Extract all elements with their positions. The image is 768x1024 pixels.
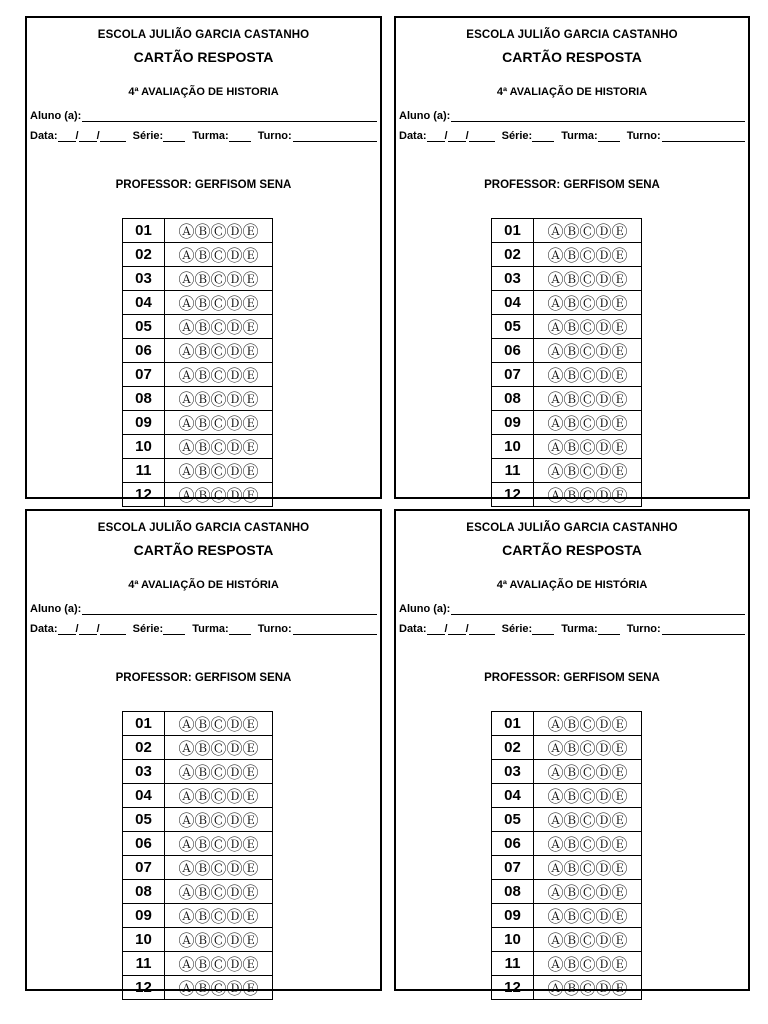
- month-field[interactable]: [79, 624, 97, 635]
- grade-label: Série:: [501, 623, 533, 635]
- student-line: [399, 110, 745, 122]
- answer-options[interactable]: ⒶⒷⒸⒹⒺ: [165, 784, 273, 808]
- grade-label: Série:: [132, 623, 164, 635]
- teacher-name: PROFESSOR: GERFISOM SENA: [115, 179, 292, 191]
- answer-row: [492, 808, 642, 832]
- question-number: 02: [123, 243, 165, 267]
- school-name: ESCOLA JULIÃO GARCIA CASTANHO: [97, 522, 310, 534]
- answer-grid: [491, 218, 642, 507]
- question-number: 09: [492, 904, 534, 928]
- answer-row: [123, 339, 273, 363]
- student-label: Aluno (a):: [30, 110, 82, 122]
- answer-row: [492, 952, 642, 976]
- date-label: Data:: [30, 130, 58, 142]
- answer-options[interactable]: ⒶⒷⒸⒹⒺ: [165, 736, 273, 760]
- date-label: Data:: [399, 623, 427, 635]
- question-number: 12: [492, 483, 534, 507]
- answer-options[interactable]: ⒶⒷⒸⒹⒺ: [534, 243, 642, 267]
- answer-card: [25, 509, 382, 998]
- question-number: 01: [492, 219, 534, 243]
- answer-row: [123, 483, 273, 507]
- answer-options[interactable]: ⒶⒷⒸⒹⒺ: [165, 459, 273, 483]
- answer-options[interactable]: ⒶⒷⒸⒹⒺ: [165, 387, 273, 411]
- question-number: 06: [123, 339, 165, 363]
- answer-options[interactable]: ⒶⒷⒸⒹⒺ: [165, 291, 273, 315]
- answer-options[interactable]: ⒶⒷⒸⒹⒺ: [534, 760, 642, 784]
- answer-row: [123, 784, 273, 808]
- answer-grid: [122, 218, 273, 507]
- answer-options[interactable]: ⒶⒷⒸⒹⒺ: [165, 976, 273, 1000]
- card-title: CARTÃO RESPOSTA: [133, 542, 274, 558]
- student-field[interactable]: [82, 604, 377, 615]
- answer-options[interactable]: ⒶⒷⒸⒹⒺ: [165, 904, 273, 928]
- student-field[interactable]: [82, 111, 377, 122]
- class-label: Turma:: [192, 130, 229, 142]
- answer-options[interactable]: ⒶⒷⒸⒹⒺ: [165, 808, 273, 832]
- exam-title: 4ª AVALIAÇÃO DE HISTÓRIA: [128, 579, 279, 591]
- month-field[interactable]: [448, 624, 466, 635]
- question-number: 05: [492, 808, 534, 832]
- answer-card: [25, 16, 382, 505]
- answer-options[interactable]: ⒶⒷⒸⒹⒺ: [165, 339, 273, 363]
- grade-label: Série:: [132, 130, 164, 142]
- answer-row: [492, 411, 642, 435]
- answer-options[interactable]: ⒶⒷⒸⒹⒺ: [534, 363, 642, 387]
- answer-row: [123, 832, 273, 856]
- class-field[interactable]: [229, 131, 251, 142]
- grade-field[interactable]: [163, 131, 185, 142]
- question-number: 04: [123, 291, 165, 315]
- date-separator: /: [465, 130, 469, 142]
- answer-row: [123, 387, 273, 411]
- month-field[interactable]: [448, 131, 466, 142]
- question-number: 03: [492, 760, 534, 784]
- answer-row: [492, 712, 642, 736]
- answer-options[interactable]: ⒶⒷⒸⒹⒺ: [165, 856, 273, 880]
- answer-row: [492, 904, 642, 928]
- answer-row: [123, 243, 273, 267]
- day-field[interactable]: [427, 624, 445, 635]
- answer-row: [492, 243, 642, 267]
- answer-row: [123, 760, 273, 784]
- answer-options[interactable]: ⒶⒷⒸⒹⒺ: [165, 712, 273, 736]
- answer-options[interactable]: ⒶⒷⒸⒹⒺ: [534, 435, 642, 459]
- shift-field[interactable]: [293, 624, 377, 635]
- answer-row: [123, 315, 273, 339]
- card-title: CARTÃO RESPOSTA: [502, 542, 642, 558]
- question-number: 11: [123, 952, 165, 976]
- answer-grid: [122, 711, 273, 1000]
- student-field[interactable]: [451, 111, 745, 122]
- answer-row: [492, 315, 642, 339]
- answer-row: [492, 760, 642, 784]
- shift-label: Turno:: [257, 623, 292, 635]
- answer-row: [492, 435, 642, 459]
- question-number: 01: [123, 712, 165, 736]
- answer-row: [123, 291, 273, 315]
- answer-options[interactable]: ⒶⒷⒸⒹⒺ: [534, 267, 642, 291]
- question-number: 11: [492, 952, 534, 976]
- question-number: 08: [492, 387, 534, 411]
- answer-row: [492, 291, 642, 315]
- answer-row: [123, 219, 273, 243]
- student-label: Aluno (a):: [30, 603, 82, 615]
- school-name: ESCOLA JULIÃO GARCIA CASTANHO: [466, 522, 678, 534]
- card-title: CARTÃO RESPOSTA: [502, 49, 642, 65]
- question-number: 07: [492, 856, 534, 880]
- question-number: 10: [123, 928, 165, 952]
- answer-options[interactable]: ⒶⒷⒸⒹⒺ: [534, 952, 642, 976]
- grade-field[interactable]: [532, 131, 554, 142]
- question-number: 09: [123, 411, 165, 435]
- answer-options[interactable]: ⒶⒷⒸⒹⒺ: [534, 291, 642, 315]
- answer-row: [123, 904, 273, 928]
- answer-row: [492, 267, 642, 291]
- student-label: Aluno (a):: [399, 603, 451, 615]
- answer-options[interactable]: ⒶⒷⒸⒹⒺ: [165, 219, 273, 243]
- shift-label: Turno:: [257, 130, 292, 142]
- answer-row: [492, 784, 642, 808]
- answer-row: [492, 736, 642, 760]
- question-number: 05: [492, 315, 534, 339]
- answer-options[interactable]: ⒶⒷⒸⒹⒺ: [534, 411, 642, 435]
- date-separator: /: [96, 130, 100, 142]
- class-label: Turma:: [561, 623, 598, 635]
- question-number: 09: [492, 411, 534, 435]
- question-number: 01: [123, 219, 165, 243]
- class-field[interactable]: [598, 131, 620, 142]
- exam-title: 4ª AVALIAÇÃO DE HISTORIA: [128, 86, 279, 98]
- answer-card: [394, 509, 750, 998]
- answer-row: [492, 928, 642, 952]
- question-number: 05: [123, 315, 165, 339]
- answer-options[interactable]: ⒶⒷⒸⒹⒺ: [534, 712, 642, 736]
- answer-row: [123, 736, 273, 760]
- answer-options[interactable]: ⒶⒷⒸⒹⒺ: [534, 483, 642, 507]
- answer-row: [123, 411, 273, 435]
- answer-row: [123, 267, 273, 291]
- answer-row: [492, 832, 642, 856]
- answer-options[interactable]: ⒶⒷⒸⒹⒺ: [165, 483, 273, 507]
- answer-options[interactable]: ⒶⒷⒸⒹⒺ: [534, 784, 642, 808]
- answer-options[interactable]: ⒶⒷⒸⒹⒺ: [165, 267, 273, 291]
- answer-row: [123, 976, 273, 1000]
- student-line: [30, 110, 377, 122]
- answer-options[interactable]: ⒶⒷⒸⒹⒺ: [534, 736, 642, 760]
- question-number: 11: [123, 459, 165, 483]
- question-number: 12: [123, 976, 165, 1000]
- class-label: Turma:: [192, 623, 229, 635]
- day-field[interactable]: [58, 624, 76, 635]
- question-number: 03: [123, 760, 165, 784]
- date-line: [399, 130, 745, 142]
- answer-options[interactable]: ⒶⒷⒸⒹⒺ: [165, 315, 273, 339]
- answer-options[interactable]: ⒶⒷⒸⒹⒺ: [534, 880, 642, 904]
- shift-field[interactable]: [662, 624, 745, 635]
- date-separator: /: [465, 623, 469, 635]
- answer-options[interactable]: ⒶⒷⒸⒹⒺ: [534, 387, 642, 411]
- answer-row: [492, 976, 642, 1000]
- answer-row: [123, 952, 273, 976]
- question-number: 09: [123, 904, 165, 928]
- answer-row: [123, 808, 273, 832]
- year-field[interactable]: [100, 624, 126, 635]
- answer-row: [492, 219, 642, 243]
- date-label: Data:: [399, 130, 427, 142]
- answer-row: [123, 435, 273, 459]
- question-number: 12: [492, 976, 534, 1000]
- card-title: CARTÃO RESPOSTA: [133, 49, 274, 65]
- shift-label: Turno:: [626, 130, 661, 142]
- answer-options[interactable]: ⒶⒷⒸⒹⒺ: [534, 832, 642, 856]
- answer-options[interactable]: ⒶⒷⒸⒹⒺ: [165, 435, 273, 459]
- year-field[interactable]: [100, 131, 126, 142]
- class-field[interactable]: [229, 624, 251, 635]
- question-number: 08: [123, 387, 165, 411]
- question-number: 04: [492, 784, 534, 808]
- answer-row: [492, 880, 642, 904]
- student-line: [30, 603, 377, 615]
- question-number: 02: [123, 736, 165, 760]
- question-number: 11: [492, 459, 534, 483]
- student-field[interactable]: [451, 604, 745, 615]
- answer-options[interactable]: ⒶⒷⒸⒹⒺ: [165, 363, 273, 387]
- date-separator: /: [96, 623, 100, 635]
- day-field[interactable]: [427, 131, 445, 142]
- student-label: Aluno (a):: [399, 110, 451, 122]
- year-field[interactable]: [469, 624, 495, 635]
- question-number: 04: [492, 291, 534, 315]
- grade-label: Série:: [501, 130, 533, 142]
- shift-field[interactable]: [662, 131, 745, 142]
- question-number: 07: [123, 363, 165, 387]
- answer-options[interactable]: ⒶⒷⒸⒹⒺ: [534, 928, 642, 952]
- question-number: 02: [492, 736, 534, 760]
- teacher-name: PROFESSOR: GERFISOM SENA: [484, 672, 660, 684]
- answer-options[interactable]: ⒶⒷⒸⒹⒺ: [165, 243, 273, 267]
- question-number: 07: [492, 363, 534, 387]
- question-number: 10: [492, 928, 534, 952]
- day-field[interactable]: [58, 131, 76, 142]
- answer-row: [123, 856, 273, 880]
- answer-options[interactable]: ⒶⒷⒸⒹⒺ: [534, 339, 642, 363]
- answer-options[interactable]: ⒶⒷⒸⒹⒺ: [165, 952, 273, 976]
- answer-options[interactable]: ⒶⒷⒸⒹⒺ: [165, 928, 273, 952]
- question-number: 10: [492, 435, 534, 459]
- month-field[interactable]: [79, 131, 97, 142]
- answer-card: [394, 16, 750, 505]
- answer-row: [123, 363, 273, 387]
- question-number: 08: [123, 880, 165, 904]
- date-line: [399, 623, 745, 635]
- answer-row: [123, 880, 273, 904]
- year-field[interactable]: [469, 131, 495, 142]
- answer-row: [492, 483, 642, 507]
- answer-options[interactable]: ⒶⒷⒸⒹⒺ: [534, 315, 642, 339]
- question-number: 02: [492, 243, 534, 267]
- answer-options[interactable]: ⒶⒷⒸⒹⒺ: [534, 856, 642, 880]
- answer-row: [492, 363, 642, 387]
- answer-options[interactable]: ⒶⒷⒸⒹⒺ: [165, 832, 273, 856]
- question-number: 10: [123, 435, 165, 459]
- answer-options[interactable]: ⒶⒷⒸⒹⒺ: [165, 411, 273, 435]
- answer-options[interactable]: ⒶⒷⒸⒹⒺ: [534, 904, 642, 928]
- shift-field[interactable]: [293, 131, 377, 142]
- answer-options[interactable]: ⒶⒷⒸⒹⒺ: [534, 808, 642, 832]
- grade-field[interactable]: [163, 624, 185, 635]
- school-name: ESCOLA JULIÃO GARCIA CASTANHO: [97, 29, 310, 41]
- shift-label: Turno:: [626, 623, 661, 635]
- question-number: 03: [492, 267, 534, 291]
- answer-options[interactable]: ⒶⒷⒸⒹⒺ: [534, 976, 642, 1000]
- date-separator: /: [444, 130, 448, 142]
- question-number: 03: [123, 267, 165, 291]
- date-separator: /: [75, 130, 79, 142]
- answer-row: [492, 387, 642, 411]
- answer-row: [123, 928, 273, 952]
- class-label: Turma:: [561, 130, 598, 142]
- question-number: 06: [492, 832, 534, 856]
- class-field[interactable]: [598, 624, 620, 635]
- answer-options[interactable]: ⒶⒷⒸⒹⒺ: [165, 760, 273, 784]
- question-number: 08: [492, 880, 534, 904]
- question-number: 04: [123, 784, 165, 808]
- answer-options[interactable]: ⒶⒷⒸⒹⒺ: [165, 880, 273, 904]
- date-separator: /: [75, 623, 79, 635]
- question-number: 05: [123, 808, 165, 832]
- student-line: [399, 603, 745, 615]
- teacher-name: PROFESSOR: GERFISOM SENA: [115, 672, 292, 684]
- date-label: Data:: [30, 623, 58, 635]
- school-name: ESCOLA JULIÃO GARCIA CASTANHO: [466, 29, 678, 41]
- question-number: 01: [492, 712, 534, 736]
- answer-row: [492, 856, 642, 880]
- exam-title: 4ª AVALIAÇÃO DE HISTÓRIA: [496, 579, 648, 591]
- teacher-name: PROFESSOR: GERFISOM SENA: [484, 179, 660, 191]
- question-number: 07: [123, 856, 165, 880]
- date-line: [30, 130, 377, 142]
- answer-grid: [491, 711, 642, 1000]
- exam-title: 4ª AVALIAÇÃO DE HISTORIA: [496, 86, 648, 98]
- grade-field[interactable]: [532, 624, 554, 635]
- answer-options[interactable]: ⒶⒷⒸⒹⒺ: [534, 459, 642, 483]
- question-number: 06: [123, 832, 165, 856]
- date-separator: /: [444, 623, 448, 635]
- date-line: [30, 623, 377, 635]
- answer-row: [123, 712, 273, 736]
- answer-row: [492, 339, 642, 363]
- question-number: 12: [123, 483, 165, 507]
- question-number: 06: [492, 339, 534, 363]
- answer-options[interactable]: ⒶⒷⒸⒹⒺ: [534, 219, 642, 243]
- answer-row: [123, 459, 273, 483]
- answer-row: [492, 459, 642, 483]
